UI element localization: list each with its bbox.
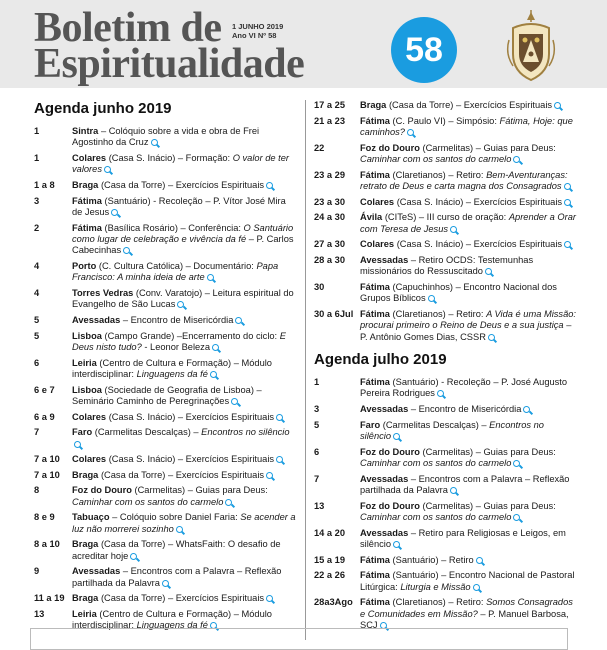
magnifier-icon[interactable]: [476, 557, 483, 564]
entry-italic-title: E Deus nisto tudo?: [72, 330, 286, 352]
agenda-entry: [34, 566, 296, 589]
agenda-right-column: [314, 100, 576, 636]
magnifier-icon[interactable]: [212, 344, 219, 351]
entry-place: Foz do Douro: [360, 500, 420, 511]
magnifier-icon[interactable]: [564, 241, 571, 248]
entry-place: Foz do Douro: [360, 142, 420, 153]
magnifier-icon[interactable]: [488, 334, 495, 341]
entry-italic-title: Somos Consagrados e Comunidades em Missão?: [360, 597, 573, 619]
crest-icon: [505, 10, 557, 84]
entry-description: (CITeS) – III curso de oração:: [382, 212, 509, 223]
entry-text: [360, 116, 576, 139]
entry-text: [72, 593, 296, 604]
magnifier-icon[interactable]: [513, 156, 520, 163]
entry-description: (Casa da Torre) – Exercícios Espirituais: [386, 100, 553, 110]
entry-date: 23 a 29: [314, 169, 346, 180]
entry-place: Colares: [360, 239, 395, 250]
entry-place: Torres Vedras: [72, 288, 134, 298]
entry-place: Leiria: [72, 357, 97, 368]
agenda-entry: [34, 261, 296, 284]
entry-date: 8 e 9: [34, 512, 55, 523]
entry-text: [72, 566, 296, 589]
entry-date: 30 a 6Jul: [314, 308, 354, 319]
entry-description: – Encontro de Misericórdia: [408, 404, 522, 414]
entry-place: Colares: [360, 196, 395, 207]
entry-date: 9: [34, 566, 40, 577]
agenda-june-heading: Agenda junho 2019: [34, 100, 172, 117]
agenda-entry: [314, 447, 576, 470]
magnifier-icon[interactable]: [235, 317, 242, 324]
entry-place: Fátima: [72, 195, 102, 206]
entry-italic-title: Caminhar com os santos do carmelo: [360, 458, 512, 468]
agenda-entry: [34, 385, 296, 408]
entry-description: (Centro de Cultura e Formação) – Módulo interdisciplinar:: [72, 608, 272, 631]
entry-description: (Capuchinhos) – Encontro Nacional dos Grupos Bíblicos: [360, 281, 557, 304]
entry-description: (Casa da Torre) – Exercícios Espirituais: [98, 180, 265, 190]
magnifier-icon[interactable]: [485, 268, 492, 275]
entry-date: 22 a 26: [314, 570, 346, 581]
entry-place: Foz do Douro: [72, 485, 132, 496]
magnifier-icon[interactable]: [393, 541, 400, 548]
agenda-entry: [314, 528, 576, 551]
entry-place: Tabuaço: [72, 512, 110, 523]
agenda-entry: [314, 570, 576, 593]
entry-date: 1: [34, 126, 40, 136]
agenda-entry: [314, 116, 576, 139]
entry-text: [72, 196, 296, 219]
entry-place: Avessadas: [72, 315, 121, 325]
entry-date: 1: [34, 153, 40, 163]
magnifier-icon[interactable]: [74, 441, 81, 448]
entry-text: [360, 597, 576, 631]
agenda-entry: [34, 512, 296, 535]
magnifier-icon[interactable]: [450, 487, 457, 494]
agenda-entry: [34, 196, 296, 219]
magnifier-icon[interactable]: [210, 371, 217, 378]
entry-place: Avessadas: [72, 566, 121, 577]
agenda-entry: [314, 597, 576, 631]
entry-description: (Santuário) – Retiro: [389, 554, 474, 565]
entry-description: (Casa da Torre) – Exercícios Espirituais: [98, 469, 265, 480]
entry-text: [360, 377, 576, 400]
entry-italic-title: O valor de ter valores: [72, 153, 290, 175]
bottom-box: [30, 628, 568, 650]
magnifier-icon[interactable]: [130, 553, 137, 560]
agenda-entry: [314, 212, 576, 235]
entry-text: [360, 170, 576, 193]
entry-place: Fátima: [360, 308, 390, 319]
magnifier-icon[interactable]: [513, 514, 520, 521]
entry-text: [72, 261, 296, 284]
entry-italic-title: O Santuário como lugar de celebração e vivência da fé: [72, 222, 294, 244]
magnifier-icon[interactable]: [554, 102, 561, 109]
magnifier-icon[interactable]: [266, 595, 273, 602]
entry-description: – Encontros com a Palavra – Reflexão partilhada da Palavra: [72, 566, 282, 588]
agenda-july-heading: Agenda julho 2019: [314, 351, 447, 368]
agenda-entry: [314, 501, 576, 524]
entry-date: 5: [34, 315, 40, 325]
agenda-entry: [34, 288, 296, 311]
entry-text: [360, 474, 576, 497]
entry-place: Fátima: [360, 554, 390, 565]
entry-date: 30: [314, 281, 325, 292]
entry-text: [72, 454, 296, 465]
entry-description: (Claretianos) – Retiro:: [389, 169, 487, 180]
entry-speaker: – P. Antônio Gomes Dias, CSSR: [360, 320, 572, 342]
entry-place: Lisboa: [72, 330, 102, 341]
agenda-june-left-column: [34, 100, 296, 636]
entry-date: 1 a 8: [34, 180, 55, 190]
agenda-entry: [314, 100, 576, 111]
entry-date: 8: [34, 485, 40, 496]
magnifier-icon[interactable]: [393, 433, 400, 440]
entry-text: [72, 153, 296, 176]
entry-date: 15 a 19: [314, 554, 346, 565]
entry-place: Fátima: [360, 377, 390, 387]
magnifier-icon[interactable]: [231, 398, 238, 405]
entry-date: 6: [34, 357, 40, 368]
entry-date: 21 a 23: [314, 115, 346, 126]
agenda-entry: [34, 126, 296, 149]
entry-description: (Casa S. Inácio) – Exercícios Espirituais: [106, 454, 275, 465]
entry-description: (Santuário) - Recoleção – P. Vítor José Mira de Jesus: [72, 195, 286, 217]
entry-date: 7 a 10: [34, 454, 60, 465]
agenda-entry: [34, 454, 296, 465]
entry-date: 5: [34, 330, 40, 341]
entry-place: Braga: [72, 469, 99, 480]
column-divider: [305, 100, 306, 640]
entry-date: 28 a 30: [314, 254, 346, 265]
entry-italic-title: Fátima, Hoje: que caminhos?: [360, 115, 573, 137]
entry-description: – Colóquio sobre a vida e obra de Frei Agostinho da Cruz: [72, 126, 260, 148]
entry-date: 3: [34, 195, 40, 206]
masthead: [0, 0, 607, 88]
entry-description: (Santuário) – Encontro Nacional de Pastoral Litúrgica:: [360, 570, 575, 592]
entry-text: [360, 239, 576, 250]
entry-description: (Claretianos) – Retiro:: [389, 308, 487, 319]
entry-date: 23 a 30: [314, 196, 346, 207]
entry-description: – Colóquio sobre Daniel Faria:: [109, 512, 241, 523]
entry-text: [360, 420, 576, 443]
entry-text: [360, 404, 576, 415]
entry-speaker: - Leonor Beleza: [141, 342, 211, 352]
entry-italic-title: Caminhar com os santos do carmelo: [360, 512, 512, 522]
entry-description: (Carmelitas) – Guias para Deus:: [419, 142, 556, 153]
entry-text: [72, 288, 296, 311]
magnifier-icon[interactable]: [564, 183, 571, 190]
magnifier-icon[interactable]: [266, 182, 273, 189]
entry-date: 28a3Ago: [314, 597, 353, 608]
entry-text: [72, 512, 296, 535]
entry-date: 2: [34, 222, 40, 233]
issue-number-badge: 58: [391, 17, 457, 83]
entry-place: Braga: [72, 180, 99, 190]
entry-description: (Basílica Rosário) – Conferência:: [101, 222, 244, 233]
entry-place: Ávila: [360, 212, 383, 223]
entry-italic-title: Papa Francisco: A minha ideia de arte: [72, 261, 279, 283]
entry-speaker: – P. Carlos Cabecinhas: [72, 234, 294, 256]
entry-italic-title: Linguagens da fé: [136, 369, 208, 379]
magnifier-icon[interactable]: [428, 295, 435, 302]
entry-place: Porto: [72, 261, 97, 271]
entry-description: (Casa S. Inácio) – Exercícios Espirituais: [394, 239, 563, 250]
agenda-entry: [34, 593, 296, 604]
agenda-june-list: [34, 126, 296, 632]
entry-place: Colares: [72, 454, 107, 465]
entry-italic-title: Caminhar com os santos do carmelo: [72, 496, 224, 507]
entry-description: (Carmelitas) – Guias para Deus:: [419, 500, 556, 511]
entry-date: 6 a 9: [34, 411, 55, 422]
entry-place: Fátima: [360, 570, 390, 581]
entry-place: Colares: [72, 153, 107, 163]
entry-description: (Claretianos) – Retiro:: [389, 597, 487, 608]
entry-date: 13: [314, 500, 325, 511]
agenda-entry: [314, 197, 576, 208]
magnifier-icon[interactable]: [450, 226, 457, 233]
entry-date: 7: [34, 427, 40, 438]
entry-date: 4: [34, 288, 40, 298]
entry-description: (C. Cultura Católica) – Documentário:: [96, 261, 257, 271]
entry-place: Faro: [360, 419, 381, 430]
agenda-july-list: [314, 377, 576, 631]
entry-place: Avessadas: [360, 527, 409, 538]
entry-italic-title: Caminhar com os santos do carmelo: [360, 154, 512, 164]
magnifier-icon[interactable]: [104, 166, 111, 173]
agenda-entry: [34, 331, 296, 354]
masthead-title-line2: Espiritualidade: [34, 41, 305, 87]
issue-volume: Ano VI Nº 58: [232, 31, 277, 40]
entry-text: [72, 539, 296, 562]
masthead-title-line1: Boletim de: [34, 5, 222, 51]
magnifier-icon[interactable]: [111, 209, 118, 216]
entry-description: (Santuário) - Recoleção – P. José Augusto Pereira Rodrigues: [360, 377, 568, 399]
magnifier-icon[interactable]: [473, 584, 480, 591]
agenda-entry: [314, 170, 576, 193]
entry-place: Braga: [72, 539, 99, 550]
entry-text: [72, 223, 296, 257]
entry-text: [72, 427, 296, 450]
entry-description: (C. Paulo VI) – Simpósio:: [389, 115, 500, 126]
entry-description: (Sociedade de Geografia de Lisboa) – Seminário Caminho de Peregrinações: [72, 384, 262, 406]
entry-italic-title: Linguagens da fé: [136, 620, 208, 631]
issue-date: 1 JUNHO 2019: [232, 22, 284, 31]
magnifier-icon[interactable]: [151, 139, 158, 146]
entry-italic-title: Encontros no silêncio: [360, 419, 544, 441]
agenda-entry: [314, 474, 576, 497]
entry-description: (Carmelitas Descalças) –: [380, 419, 490, 430]
entry-description: – Retiro OCDS: Testemunhas missionários do Ressuscitado: [360, 254, 534, 277]
entry-date: 4: [34, 261, 40, 271]
agenda-entry: [314, 420, 576, 443]
entry-text: [72, 315, 296, 326]
agenda-entry: [34, 315, 296, 326]
entry-text: [360, 528, 576, 551]
entry-text: [360, 447, 576, 470]
entry-place: Foz do Douro: [360, 446, 420, 457]
issue-meta: [232, 22, 283, 40]
entry-description: (Casa S. Inácio) – Formação:: [106, 153, 233, 163]
entry-text: [360, 570, 576, 593]
magnifier-icon[interactable]: [564, 199, 571, 206]
entry-description: (Centro de Cultura e Formação) – Módulo interdisciplinar:: [72, 357, 272, 379]
entry-italic-title: Se acender a luz não morrerei sozinho: [72, 512, 296, 534]
entry-text: [72, 470, 296, 481]
agenda-entry: [34, 539, 296, 562]
agenda-entry: [34, 153, 296, 176]
entry-text: [72, 485, 296, 508]
agenda-entry: [314, 377, 576, 400]
entry-date: 5: [314, 419, 320, 430]
entry-description: (Casa da Torre) – WhatsFaith: O desafio de acreditar hoje: [72, 539, 281, 561]
entry-place: Faro: [72, 427, 93, 438]
magnifier-icon[interactable]: [513, 460, 520, 467]
entry-date: 27 a 30: [314, 239, 346, 250]
entry-text: [72, 412, 296, 423]
agenda-entry: [34, 485, 296, 508]
entry-text: [72, 358, 296, 381]
entry-date: 11 a 19: [34, 593, 65, 604]
entry-text: [72, 126, 296, 149]
entry-date: 13: [34, 608, 45, 619]
agenda-entry: [314, 309, 576, 343]
entry-date: 7 a 10: [34, 469, 60, 480]
entry-description: (Carmelitas) – Guias para Deus:: [131, 485, 268, 496]
entry-text: [360, 255, 576, 278]
entry-place: Avessadas: [360, 254, 409, 265]
magnifier-icon[interactable]: [225, 499, 232, 506]
entry-place: Colares: [72, 411, 107, 422]
entry-place: Leiria: [72, 608, 97, 619]
entry-description: (Casa S. Inácio) – Exercícios Espirituais: [106, 411, 275, 422]
entry-place: Fátima: [360, 281, 390, 292]
agenda-entry: [34, 180, 296, 191]
entry-date: 8 a 10: [34, 539, 60, 550]
magnifier-icon[interactable]: [276, 414, 283, 421]
entry-description: (Casa da Torre) – Exercícios Espirituais: [98, 593, 265, 604]
entry-description: (Carmelitas Descalças) –: [92, 427, 202, 438]
magnifier-icon[interactable]: [162, 580, 169, 587]
entry-text: [360, 309, 576, 343]
entry-date: 1: [314, 377, 320, 387]
entry-date: 17 a 25: [314, 100, 346, 110]
entry-text: [360, 143, 576, 166]
entry-place: Avessadas: [360, 404, 409, 414]
entry-text: [360, 501, 576, 524]
agenda-entry: [34, 223, 296, 257]
entry-italic-title: Encontros no silêncio: [201, 427, 290, 438]
entry-date: 7: [314, 473, 320, 484]
entry-description: (Campo Grande) –Encerramento do ciclo:: [101, 330, 280, 341]
agenda-entry: [314, 255, 576, 278]
entry-italic-title: Aprender a Orar com Teresa de Jesus: [360, 212, 577, 234]
agenda-entry: [314, 404, 576, 415]
magnifier-icon[interactable]: [123, 247, 130, 254]
magnifier-icon[interactable]: [177, 301, 184, 308]
entry-place: Fátima: [72, 222, 102, 233]
entry-description: (Casa S. Inácio) – Exercícios Espirituais: [394, 196, 563, 207]
entry-text: [360, 555, 576, 566]
entry-italic-title: A Vida é uma Missão: procurai primeiro o Reino de Deus e a sua justiça: [360, 308, 576, 331]
entry-description: – Retiro para Religiosas e Leigos, em silêncio: [360, 527, 566, 549]
agenda-entry: [314, 555, 576, 566]
entry-text: [360, 100, 576, 111]
magnifier-icon[interactable]: [176, 526, 183, 533]
agenda-entry: [314, 143, 576, 166]
entry-place: Sintra: [72, 126, 99, 136]
entry-date: 14 a 20: [314, 527, 346, 538]
agenda-entry: [34, 470, 296, 481]
entry-description: – Encontro de Misericórdia: [120, 315, 234, 325]
magnifier-icon[interactable]: [207, 274, 214, 281]
magnifier-icon[interactable]: [523, 406, 530, 413]
entry-speaker: – P. Manuel Barbosa, SCJ: [360, 608, 569, 630]
entry-text: [360, 197, 576, 208]
agenda-june-continued-list: [314, 100, 576, 343]
agenda-entry: [34, 358, 296, 381]
entry-place: Braga: [360, 100, 387, 110]
entry-place: Lisboa: [72, 384, 102, 395]
entry-place: Fátima: [360, 169, 390, 180]
entry-text: [72, 385, 296, 408]
entry-text: [360, 282, 576, 305]
magnifier-icon[interactable]: [437, 390, 444, 397]
entry-description: – Encontros com a Palavra – Reflexão partilhada da Palavra: [360, 473, 570, 495]
magnifier-icon[interactable]: [266, 472, 273, 479]
entry-date: 3: [314, 404, 320, 414]
entry-text: [360, 212, 576, 235]
magnifier-icon[interactable]: [407, 129, 414, 136]
entry-place: Fátima: [360, 115, 390, 126]
entry-text: [72, 331, 296, 354]
entry-date: 6: [314, 446, 320, 457]
entry-date: 22: [314, 142, 325, 153]
entry-description: (Carmelitas) – Guias para Deus:: [419, 446, 556, 457]
entry-place: Braga: [72, 593, 99, 604]
entry-place: Avessadas: [360, 473, 409, 484]
entry-date: 24 a 30: [314, 212, 346, 223]
entry-italic-title: Bem-Aventuranças: retrato de Deus e carta magna dos Consagrados: [360, 169, 568, 191]
agenda-entry: [34, 412, 296, 423]
agenda-entry: [314, 239, 576, 250]
entry-place: Fátima: [360, 597, 390, 608]
agenda-entry: [314, 282, 576, 305]
entry-text: [72, 180, 296, 191]
agenda-entry: [34, 427, 296, 450]
entry-italic-title: Liturgia e Missão: [400, 581, 471, 592]
entry-description: (Conv. Varatojo) – Leitura espiritual do Evangelho de São Lucas: [72, 288, 294, 310]
entry-date: 6 e 7: [34, 384, 55, 395]
magnifier-icon[interactable]: [276, 456, 283, 463]
